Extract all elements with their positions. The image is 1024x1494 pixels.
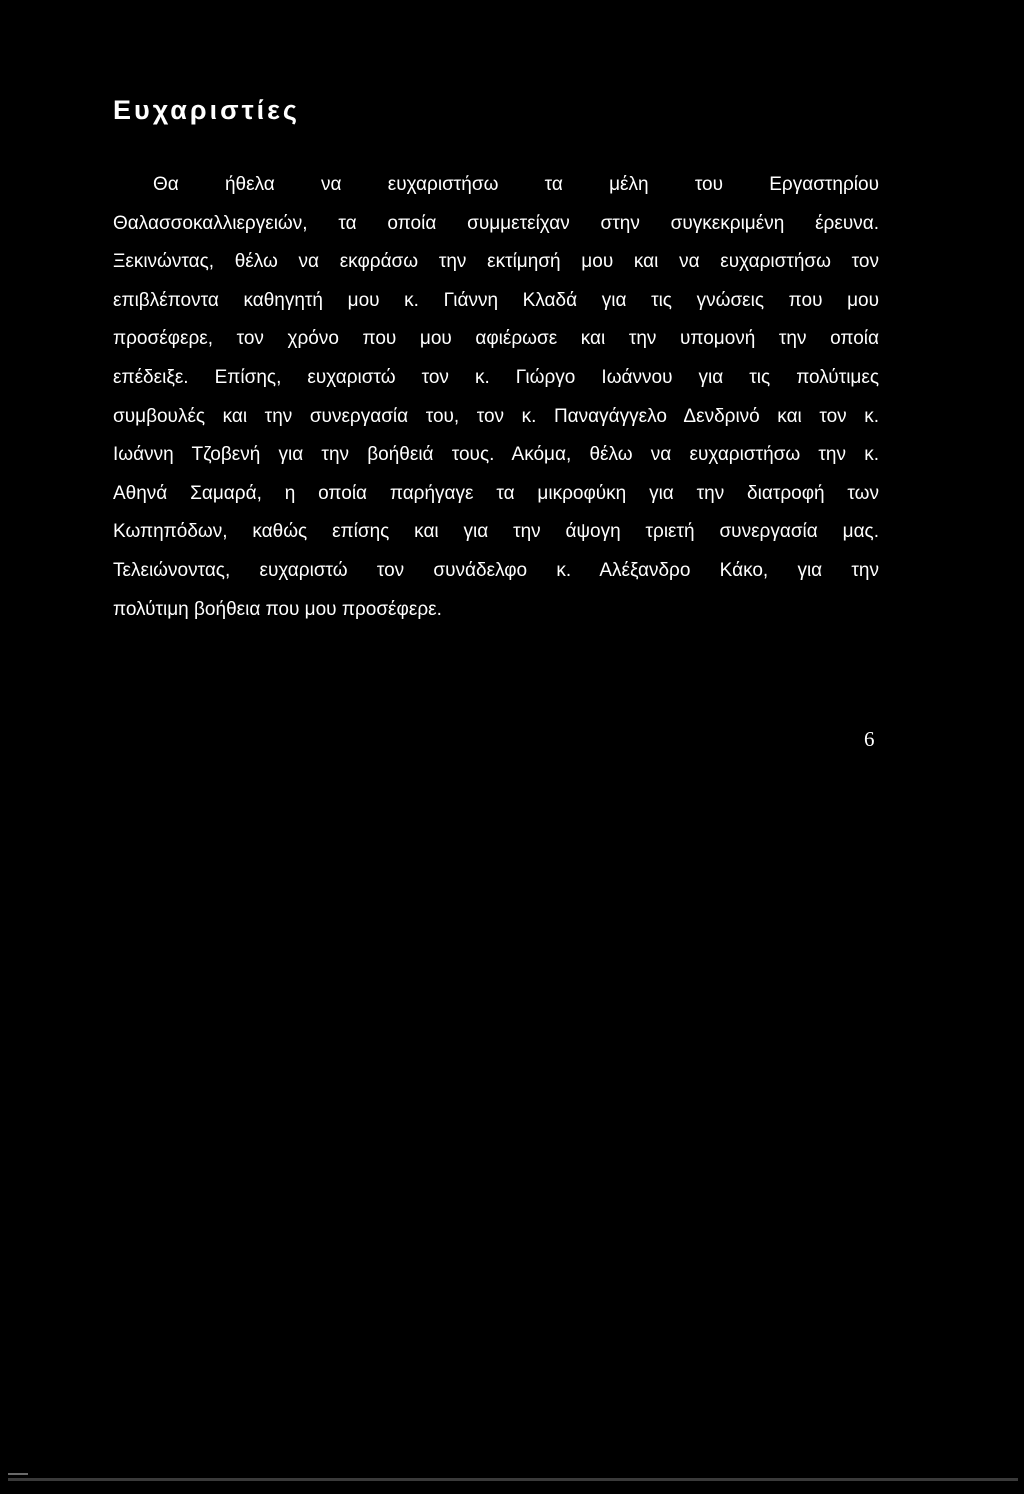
paragraph-line-5: προσέφερε, τον χρόνο που μου αφιέρωσε και την υπομονή την οποία: [113, 328, 879, 350]
page-heading: Ευχαριστίες: [113, 95, 300, 125]
acknowledgements-paragraph: [113, 166, 879, 629]
paragraph-line-7: συμβουλές και την συνεργασία του, τον κ. Παναγάγγελο Δενδρινό και τον κ.: [113, 405, 879, 427]
paragraph-line-6: επέδειξε. Επίσης, ευχαριστώ τον κ. Γιώργο Ιωάννου για τις πολύτιμες: [113, 366, 879, 388]
bottom-scan-mark: [8, 1473, 28, 1475]
paragraph-line-3: Ξεκινώντας, θέλω να εκφράσω την εκτίμησή μου και να ευχαριστήσω τον: [113, 251, 879, 273]
paragraph-line-4: επιβλέποντα καθηγητή μου κ. Γιάννη Κλαδά για τις γνώσεις που μου: [113, 289, 879, 311]
page-number: 6: [864, 727, 875, 751]
paragraph-line-12: πολύτιμη βοήθεια που μου προσέφερε.: [113, 598, 442, 620]
paragraph-line-10: Κωπηπόδων, καθώς επίσης και για την άψογη τριετή συνεργασία μας.: [113, 521, 879, 543]
paragraph-line-1: Θα ήθελα να ευχαριστήσω τα μέλη του Εργαστηρίου: [153, 174, 879, 195]
paragraph-line-2: Θαλασσοκαλλιεργειών, τα οποία συμμετείχαν στην συγκεκριμένη έρευνα.: [113, 212, 879, 234]
bottom-scan-edge: [8, 1478, 1018, 1481]
paragraph-line-9: Αθηνά Σαμαρά, η οποία παρήγαγε τα μικροφύκη για την διατροφή των: [113, 482, 879, 504]
paragraph-line-8: Ιωάννη Τζοβενή για την βοήθειά τους. Ακόμα, θέλω να ευχαριστήσω την κ.: [113, 444, 879, 466]
paragraph-line-11: Τελειώνοντας, ευχαριστώ τον συνάδελφο κ. Αλέξανδρο Κάκο, για την: [113, 559, 879, 581]
